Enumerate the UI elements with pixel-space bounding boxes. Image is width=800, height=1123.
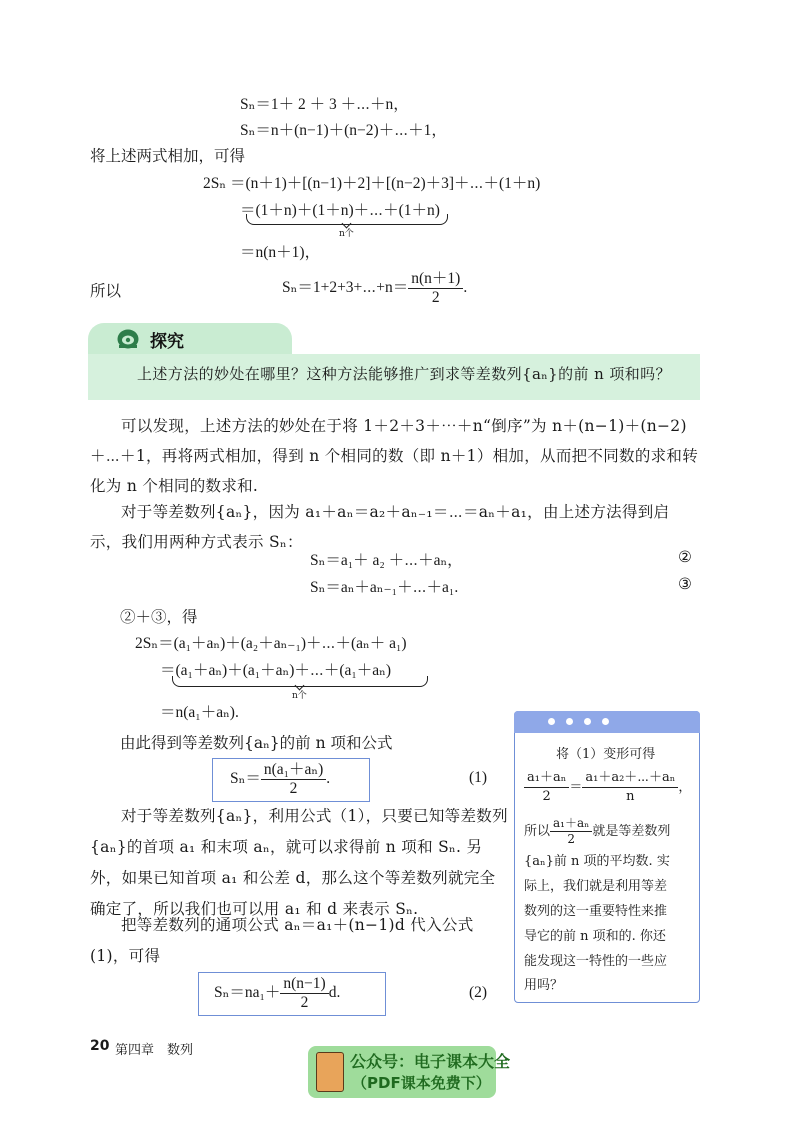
note-line-8: 能发现这一特性的一些应 [524, 954, 668, 969]
formula1-num: n(a₁＋aₙ) [261, 761, 326, 780]
watermark-line-1: 公众号：电子课本大全 [350, 1052, 511, 1071]
sn-result-num: n(n＋1) [408, 270, 463, 289]
chapter-label: 第四章 数列 [115, 1043, 194, 1058]
note-dot [602, 718, 609, 725]
note-line-4: {aₙ}前 n 项的平均数. 实 [524, 854, 670, 869]
eq-sn-reverse: Sₙ＝n＋(n−1)＋(n−2)＋⋯＋1， [240, 122, 447, 139]
note-dot [584, 718, 591, 725]
formula1-den: 2 [289, 779, 298, 797]
formula1-tag: (1) [469, 769, 488, 786]
formula1-end: . [326, 770, 331, 787]
formula2-tag: (2) [469, 984, 488, 1001]
eq-3: Sₙ＝aₙ＋aₙ₋₁＋⋯＋a₁. [310, 579, 459, 596]
eq-2sn-line2: ＝(1＋n)＋(1＋n)＋⋯＋(1＋n) [240, 202, 440, 219]
note-line-5: 际上，我们就是利用等差 [524, 879, 668, 894]
note-dot [548, 718, 555, 725]
formula2-lhs: Sₙ＝na₁＋ [214, 984, 281, 1001]
page-number: 20 [90, 1038, 110, 1054]
note-fraction-line [524, 768, 691, 808]
formula2-frac [280, 975, 328, 1012]
paragraph-substitute: 把等差数列的通项公式 aₙ＝a₁＋(n−1)d 代入公式(1)，可得 [90, 916, 474, 965]
watermark-line-2: （PDF课本免费下） [352, 1074, 491, 1092]
explore-icon [116, 328, 140, 350]
brace-bottom-label: n个 [292, 691, 307, 701]
sn-result [282, 268, 467, 308]
note-frac-end: ， [678, 780, 692, 795]
eq-2: Sₙ＝a₁＋ a₂ ＋⋯＋aₙ， [310, 552, 463, 569]
add-intro-text: 将上述两式相加，可得 [90, 147, 246, 165]
note-line-7: 导它的前 n 项和的. 你还 [524, 929, 666, 944]
formula1-frac [261, 761, 326, 798]
note-frac-right-den: n [626, 789, 635, 804]
note-line-3-num: a₁＋aₙ [550, 816, 592, 832]
sn-result-lhs: Sₙ＝1+2+3+⋯+n＝ [282, 279, 409, 296]
formula2-end: d. [328, 984, 341, 1001]
paragraph-discovery: 可以发现，上述方法的妙处在于将 1＋2＋3＋⋯＋n“倒序”为 n＋(n−1)＋(n−2)＋⋯＋1，再将两式相加，得到 n 个相同的数（即 n＋1）相加，从而把不同数的求和转化为 n 个相同的数求和. [90, 417, 699, 495]
note-frac-left-num: a₁＋aₙ [524, 769, 569, 788]
eq-sn-forward: Sₙ＝1＋ 2 ＋ 3 ＋⋯＋n， [240, 96, 409, 113]
note-line-3-post: 就是等差数列 [592, 824, 671, 839]
sn-result-end: . [463, 279, 468, 296]
note-frac-left-den: 2 [542, 789, 551, 804]
note-line-1: 将（1）变形可得 [556, 747, 656, 762]
note-frac-right [582, 769, 678, 806]
note-line-3-pre: 所以 [524, 824, 551, 839]
explore-title: 探究 [150, 332, 184, 352]
formula1-lhs: Sₙ＝ [230, 770, 261, 787]
formula1 [230, 759, 330, 799]
explore-question: 上述方法的妙处在哪里？这种方法能够推广到求等差数列{aₙ}的前 n 项和吗？ [137, 365, 671, 383]
formula2-den: 2 [300, 993, 309, 1011]
sn-result-frac [408, 270, 463, 307]
note-line-6: 数列的这一重要特性来推 [524, 904, 668, 919]
note-line-3 [524, 814, 670, 850]
brace-top-label: n个 [339, 229, 354, 239]
sum-label: ②＋③，得 [120, 608, 198, 626]
note-frac-eq: ＝ [569, 780, 583, 795]
paragraph-arithmetic: 对于等差数列{aₙ}，因为 a₁＋aₙ＝a₂＋aₙ₋₁＝⋯＝aₙ＋a₁，由上述方法得到启示，我们用两种方式表示 Sₙ： [90, 503, 670, 551]
eq-2-number: ② [678, 549, 692, 566]
so-label: 所以 [90, 282, 122, 300]
note-line-3-frac [550, 816, 592, 847]
sum-line2: ＝(a₁＋aₙ)＋(a₁＋aₙ)＋⋯＋(a₁＋aₙ) [160, 662, 392, 679]
sum-line1: 2Sₙ＝(a₁＋aₙ)＋(a₂＋aₙ₋₁)＋⋯＋(aₙ＋ a₁) [135, 635, 407, 652]
eq-3-number: ③ [678, 576, 692, 593]
note-frac-right-num: a₁＋a₂＋⋯＋aₙ [582, 769, 678, 788]
eq-2sn-line3: ＝n(n＋1)， [240, 244, 321, 261]
note-line-3-den: 2 [567, 832, 575, 846]
note-dot [566, 718, 573, 725]
note-frac-left [524, 769, 569, 806]
formula-intro: 由此得到等差数列{aₙ}的前 n 项和公式 [120, 734, 393, 752]
formula2 [214, 973, 340, 1013]
paragraph-formula-use: 对于等差数列{aₙ}，利用公式（1），只要已知等差数列{aₙ}的首项 a₁ 和末项 aₙ，就可以求得前 n 项和 Sₙ. 另外，如果已知首项 a₁ 和公差 d，那么这个等差数列就完全确定了，所以我们也可以用 a₁ 和 d 来表示 Sₙ. [90, 807, 508, 918]
book-icon [316, 1052, 344, 1092]
eq-2sn-line1: 2Sₙ ＝(n＋1)＋[(n−1)＋2]＋[(n−2)＋3]＋⋯＋(1＋n) [203, 175, 541, 192]
sum-line3: ＝n(a₁＋aₙ). [160, 704, 239, 721]
formula2-num: n(n−1) [280, 975, 328, 994]
sn-result-den: 2 [431, 288, 440, 306]
note-line-9: 用吗？ [524, 978, 564, 993]
